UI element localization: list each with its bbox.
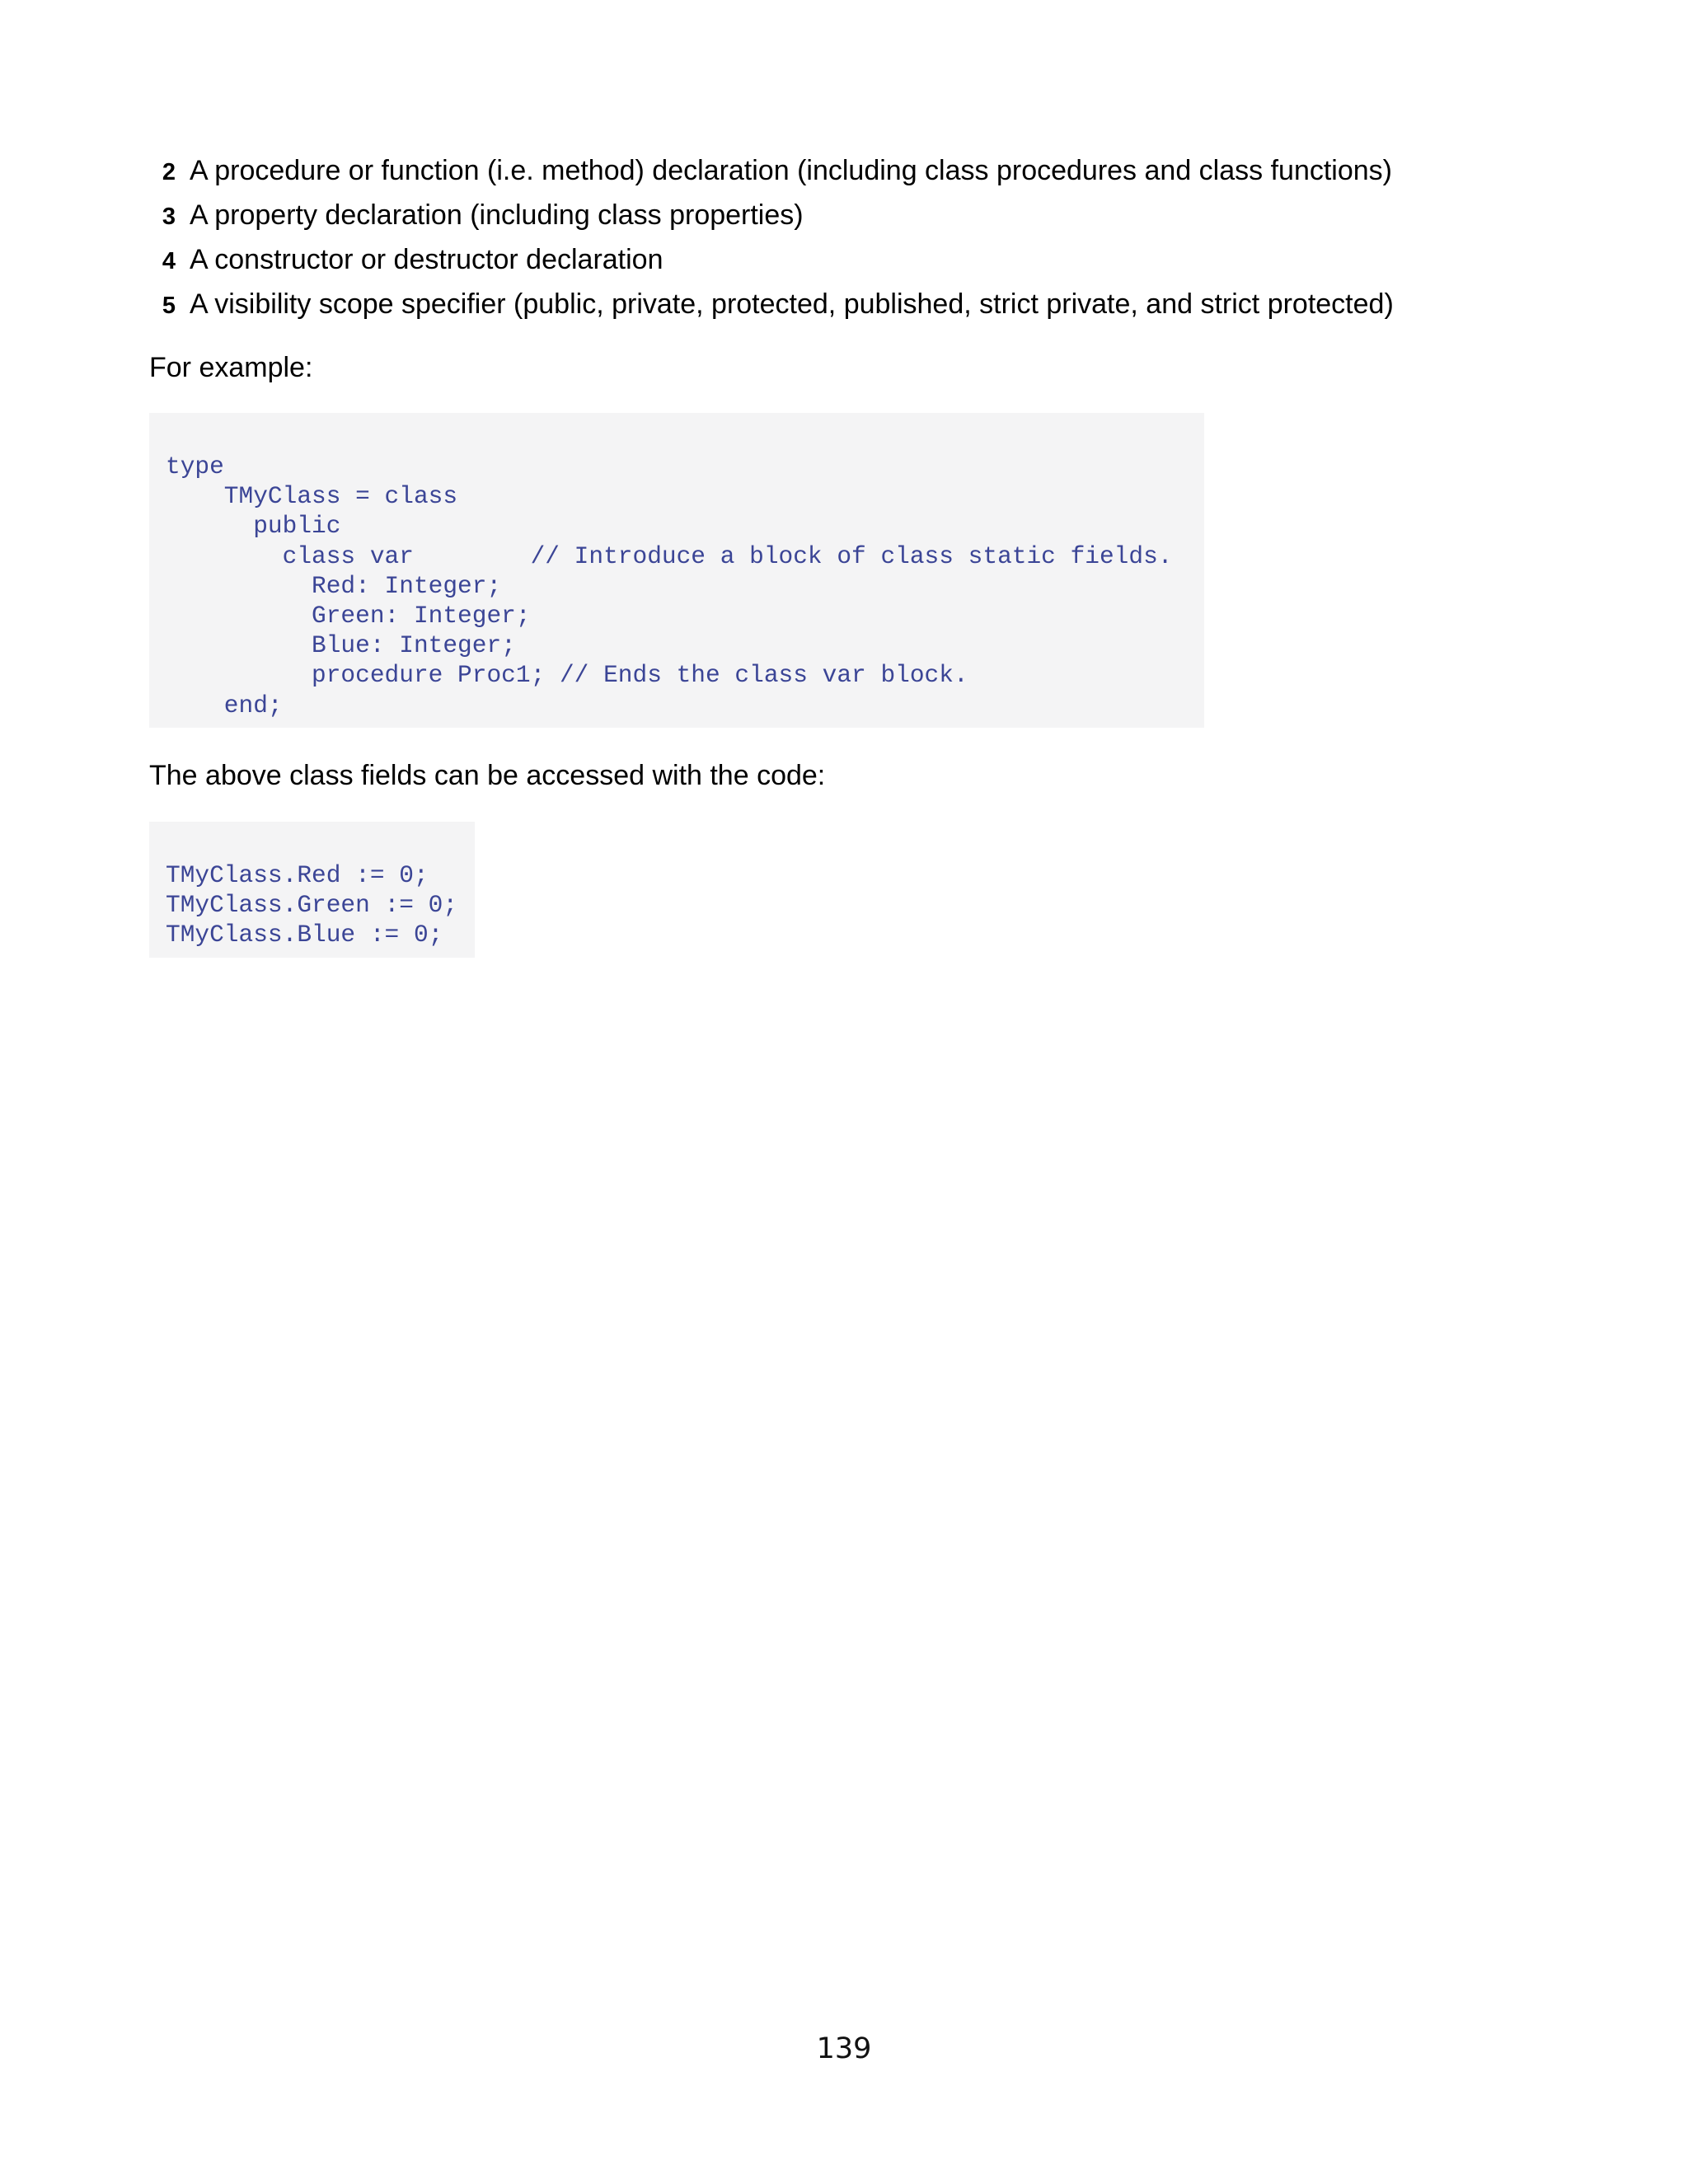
code-line: Red: Integer; <box>166 571 502 600</box>
code-line: type <box>166 452 224 480</box>
code-line: TMyClass.Blue := 0; <box>166 921 443 949</box>
field-access-code-block <box>149 822 475 958</box>
example-intro-text: For example: <box>149 352 313 383</box>
list-item-number: 3 <box>162 204 176 230</box>
code-line: TMyClass.Red := 0; <box>166 861 429 889</box>
list-item-text: A constructor or destructor declaration <box>190 244 663 275</box>
code-line: Green: Integer; <box>166 601 531 630</box>
list-item-number: 2 <box>162 159 176 185</box>
list-item <box>148 148 1394 193</box>
list-item-number: 5 <box>162 293 176 319</box>
access-intro-text: The above class fields can be accessed with the code: <box>149 760 826 791</box>
list-item-text: A property declaration (including class properties) <box>190 199 804 231</box>
code-line: public <box>166 512 341 541</box>
code-line: TMyClass.Green := 0; <box>166 891 458 920</box>
list-item-text: A visibility scope specifier (public, private, protected, published, strict private, and strict protected) <box>190 288 1394 320</box>
numbered-list <box>148 148 1394 326</box>
code-line: Blue: Integer; <box>166 631 516 660</box>
list-item <box>148 237 1394 282</box>
list-item <box>148 193 1394 237</box>
page-number: 139 <box>816 2032 872 2065</box>
code-line: class var // Introduce a block of class static fields. <box>166 541 1173 570</box>
list-item-text: A procedure or function (i.e. method) declaration (including class procedures and class functions) <box>190 155 1392 186</box>
list-item-number: 4 <box>162 248 176 274</box>
code-line: procedure Proc1; // Ends the class var block. <box>166 661 968 690</box>
class-declaration-code-block <box>149 413 1204 728</box>
code-line: TMyClass = class <box>166 482 458 511</box>
code-line: end; <box>166 691 283 719</box>
list-item <box>148 282 1394 326</box>
